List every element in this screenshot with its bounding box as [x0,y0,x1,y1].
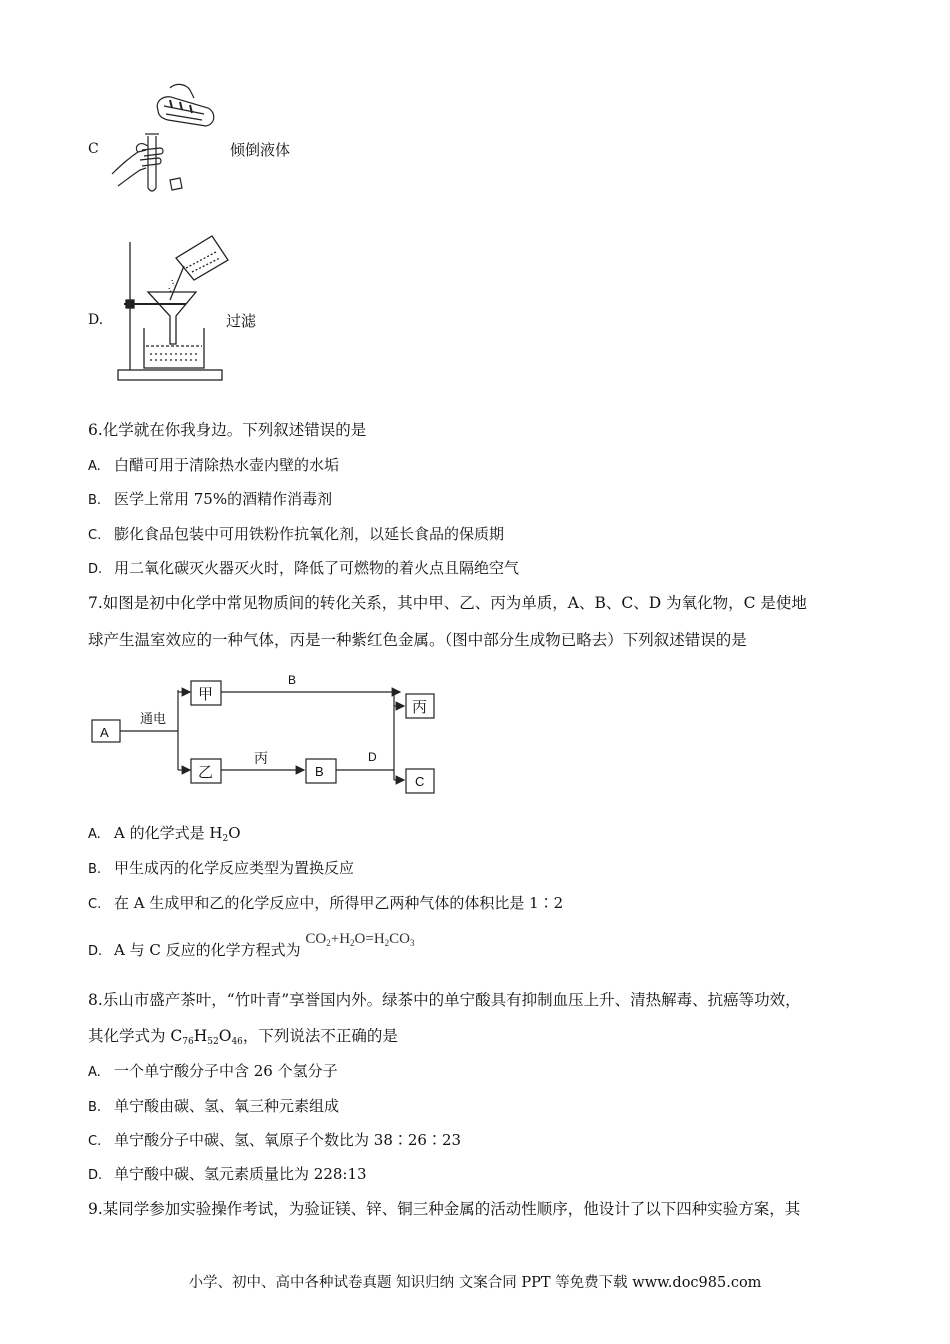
pouring-liquid-illustration [108,80,228,198]
q7-option-b: B. 甲生成丙的化学反应类型为置换反应 [88,859,355,877]
filtration-illustration [112,232,232,384]
q6-stem: 6.化学就在你我身边。下列叙述错误的是 [88,421,367,439]
edge-bing-label: 丙 [254,750,268,766]
q6-option-a: A. 白醋可用于清除热水壶内壁的水垢 [88,456,340,474]
edge-d-label: D [368,750,377,764]
node-bing-label: 丙 [412,699,428,716]
figure-d-key: D. [88,312,104,328]
q6-option-b: B. 医学上常用 75%的酒精作消毒剂 [88,490,333,508]
q8-option-b: B. 单宁酸由碳、氢、氧三种元素组成 [88,1097,340,1115]
q7-stem-line1: 7.如图是初中化学中常见物质间的转化关系，其中甲、乙、丙为单质，A、B、C、D 为氧化物，C 是使地 [88,594,807,612]
q8-stem-line2: 其化学式为 $C_{76}H_{52}O_{46}$，下列说法不正确的是 [88,1027,398,1047]
q7-option-a: A. A 的化学式是 $H_2O$ [88,824,241,844]
node-jia-label: 甲 [198,686,214,703]
tongdian-label: 通电 [140,711,167,726]
q9-stem: 9.某同学参加实验操作考试，为验证镁、锌、铜三种金属的活动性顺序，他设计了以下四种实验方案，其 [88,1200,801,1218]
q6-option-c: C. 膨化食品包装中可用铁粉作抗氧化剂，以延长食品的保质期 [88,525,505,543]
node-a-label: A [100,725,109,740]
q7-stem-line2: 球产生温室效应的一种气体，丙是一种紫红色金属。（图中部分生成物已略去）下列叙述错误的是 [88,631,747,649]
figure-c-caption: 倾倒液体 [230,141,291,159]
q7-option-c: C. 在 A 生成甲和乙的化学反应中，所得甲乙两种气体的体积比是 1∶2 [88,894,564,912]
edge-b-label: B [288,673,297,687]
node-c-label: C [415,774,425,789]
node-yi-label: 乙 [198,764,214,781]
figure-c-key: C [88,141,99,157]
q6-option-d: D. 用二氧化碳灭火器灭火时，降低了可燃物的着火点且隔绝空气 [88,559,520,577]
q7-option-d: D. A 与 C 反应的化学方程式为 $CO_2+H_2O=H_2CO_3$ [88,931,415,959]
conversion-diagram [88,662,448,802]
q8-option-d: D. 单宁酸中碳、氢元素质量比为 228:13 [88,1165,367,1183]
q8-option-a: A. 一个单宁酸分子中含 26 个氢分子 [88,1062,338,1080]
q8-option-c: C. 单宁酸分子中碳、氢、氧原子个数比为 38∶26∶23 [88,1131,462,1149]
figure-d-caption: 过滤 [226,312,257,330]
page-footer[interactable]: 小学、初中、高中各种试卷真题 知识归纳 文案合同 PPT 等免费下载 www.doc985.com [188,1275,762,1291]
equation-co2-h2o: $CO_2+H_2O=H_2CO_3$ [305,931,415,948]
node-b-label: B [315,764,324,779]
q8-stem-line1: 8.乐山市盛产茶叶，“竹叶青”享誉国内外。绿茶中的单宁酸具有抑制血压上升、清热解毒、抗癌等功效， [88,991,801,1009]
